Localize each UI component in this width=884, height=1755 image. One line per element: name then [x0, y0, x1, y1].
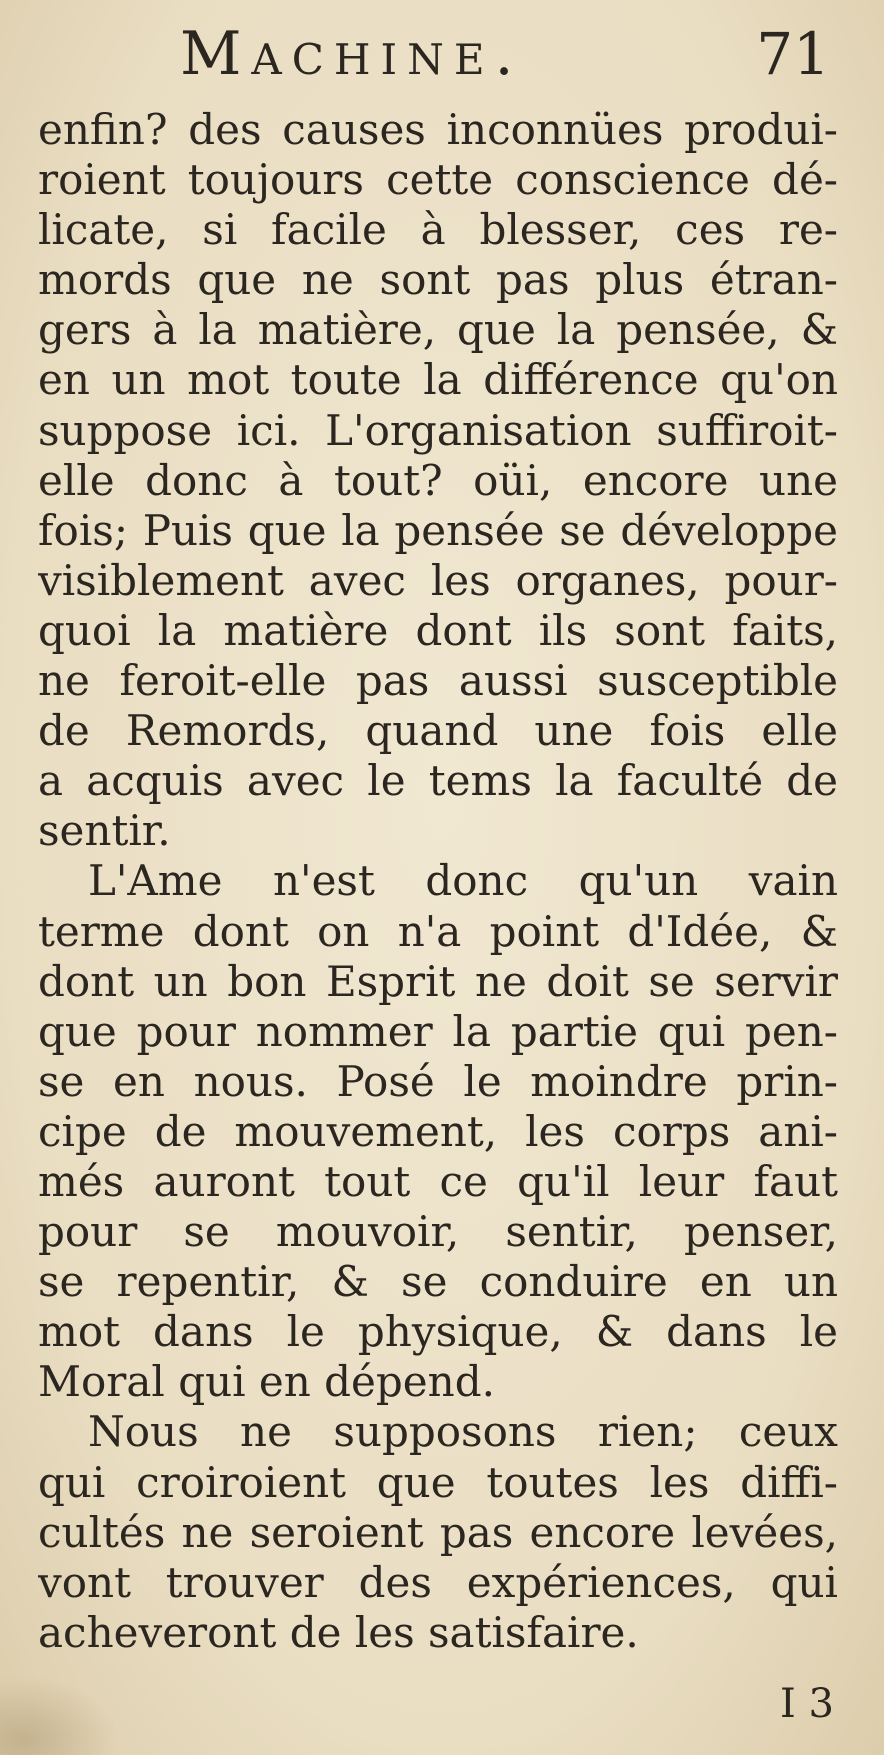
text-line: fois; Puis que la pensée se développe — [38, 505, 838, 555]
text-line: de Remords, quand une fois elle — [38, 706, 838, 756]
text-line: licate, si facile à blesser, ces re- — [38, 205, 838, 255]
text-line: cultés ne seroient pas encore levées, — [38, 1507, 838, 1557]
text-line: Moral qui en dépend. — [38, 1357, 495, 1407]
text-line: mords que ne sont pas plus étran- — [38, 255, 838, 305]
text-line: qui croiroient que toutes les diffi- — [38, 1457, 838, 1507]
text-line: que pour nommer la partie qui pen- — [38, 1006, 838, 1056]
body-text — [38, 105, 838, 1658]
page-number: 71 — [756, 20, 830, 88]
signature-mark: I 3 — [780, 1681, 834, 1727]
text-line: L'Ame n'est donc qu'un vain — [88, 856, 838, 906]
text-line: suppose ici. L'organisation suffiroit- — [38, 405, 838, 455]
text-line: en un mot toute la différence qu'on — [38, 355, 838, 405]
text-line: ne feroit-elle pas aussi susceptible — [38, 656, 838, 706]
text-line: se repentir, & se conduire en un — [38, 1257, 838, 1307]
text-line: se en nous. Posé le moindre prin- — [38, 1056, 838, 1106]
text-line: més auront tout ce qu'il leur faut — [38, 1156, 838, 1206]
text-line: vont trouver des expériences, qui — [38, 1557, 838, 1607]
text-line: mot dans le physique, & dans le — [38, 1307, 838, 1357]
text-line: terme dont on n'a point d'Idée, & — [38, 906, 838, 956]
text-line: quoi la matière dont ils sont faits, — [38, 605, 838, 655]
text-line: cipe de mouvement, les corps ani- — [38, 1106, 838, 1156]
running-title: Machine. — [180, 19, 524, 89]
text-line: visiblement avec les organes, pour- — [38, 555, 838, 605]
text-line: elle donc à tout? oüi, encore une — [38, 455, 838, 505]
text-line: acheveront de les satisfaire. — [38, 1607, 639, 1657]
text-line: sentir. — [38, 806, 171, 856]
text-line: dont un bon Esprit ne doit se servir — [38, 956, 838, 1006]
text-line: roient toujours cette conscience dé- — [38, 155, 838, 205]
paper-stain — [0, 1675, 120, 1755]
text-line: enfin? des causes inconnües produi- — [38, 105, 838, 154]
text-line: a acquis avec le tems la faculté de — [38, 756, 838, 806]
text-line: pour se mouvoir, sentir, penser, — [38, 1207, 838, 1257]
text-line: gers à la matière, que la pensée, & — [38, 305, 838, 355]
page-header — [180, 14, 830, 94]
text-line: Nous ne supposons rien; ceux — [88, 1407, 838, 1457]
